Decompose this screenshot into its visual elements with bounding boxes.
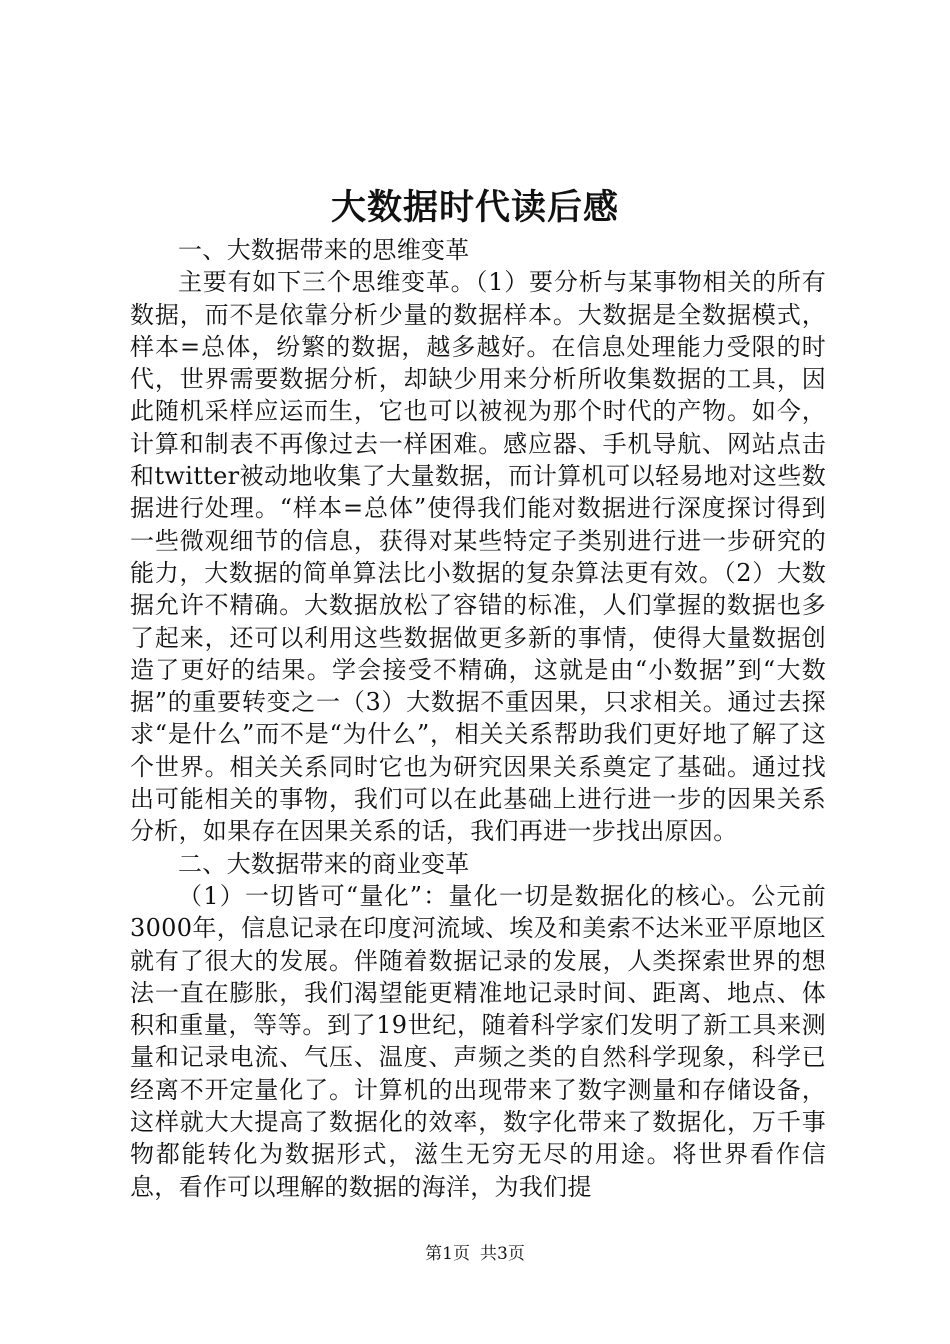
page-total: 共3页 xyxy=(480,1244,525,1264)
page-footer xyxy=(0,1242,950,1266)
document-title: 大数据时代读后感 xyxy=(330,187,619,228)
body-paragraph: 主要有如下三个思维变革。（1）要分析与某事物相关的所有数据，而不是依靠分析少量的数据样本。大数据是全数据模式，样本=总体，纷繁的数据，越多越好。在信息处理能力受限的时代，世界需要数据分析，却缺少用来分析所收集数据的工具，因此随机采样应运而生，它也可以被视为那个时代的产物。如今，计算和制表不再像过去一样困难。感应器、手机导航、网站点击和twitter被动地收集了大量数据，而计算机可以轻易地对这些数据进行处理。“样本=总体”使得我们能对数据进行深度探讨得到一些微观细节的信息，获得对某些特定子类别进行进一步研究的能力，大数据的简单算法比小数据的复杂算法更有效。（2）大数据允许不精确。大数据放松了容错的标准，人们掌握的数据也多了起来，还可以利用这些数据做更多新的事情，使得大量数据创造了更好的结果。学会接受不精确，这就是由“小数据”到“大数据”的重要转变之一（3）大数据不重因果，只求相关。通过去探求“是什么”而不是“为什么”，相关关系帮助我们更好地了解了这个世界。相关关系同时它也为研究因果关系奠定了基础。通过找出可能相关的事物，我们可以在此基础上进行进一步的因果关系分析，如果存在因果关系的话，我们再进一步找出原因。 xyxy=(130,268,826,846)
document-body xyxy=(130,234,826,1203)
section-heading: 二、大数据带来的商业变革 xyxy=(178,849,470,878)
page-number: 第1页 xyxy=(425,1244,470,1264)
body-paragraph: （1）一切皆可“量化”：量化一切是数据化的核心。公元前3000年，信息记录在印度河流域、埃及和美索不达米亚平原地区就有了很大的发展。伴随着数据记录的发展，人类探索世界的想法一直在膨胀，我们渴望能更精准地记录时间、距离、地点、体积和重量，等等。到了19世纪，随着科学家们发明了新工具来测量和记录电流、气压、温度、声频之类的自然科学现象，科学已经离不开定量化了。计算机的出现带来了数字测量和存储设备，这样就大大提高了数据化的效率，数字化带来了数据化，万千事物都能转化为数据形式，滋生无穷无尽的用途。将世界看作信息，看作可以理解的数据的海洋，为我们提 xyxy=(130,881,826,1201)
section-heading: 一、大数据带来的思维变革 xyxy=(178,236,470,264)
